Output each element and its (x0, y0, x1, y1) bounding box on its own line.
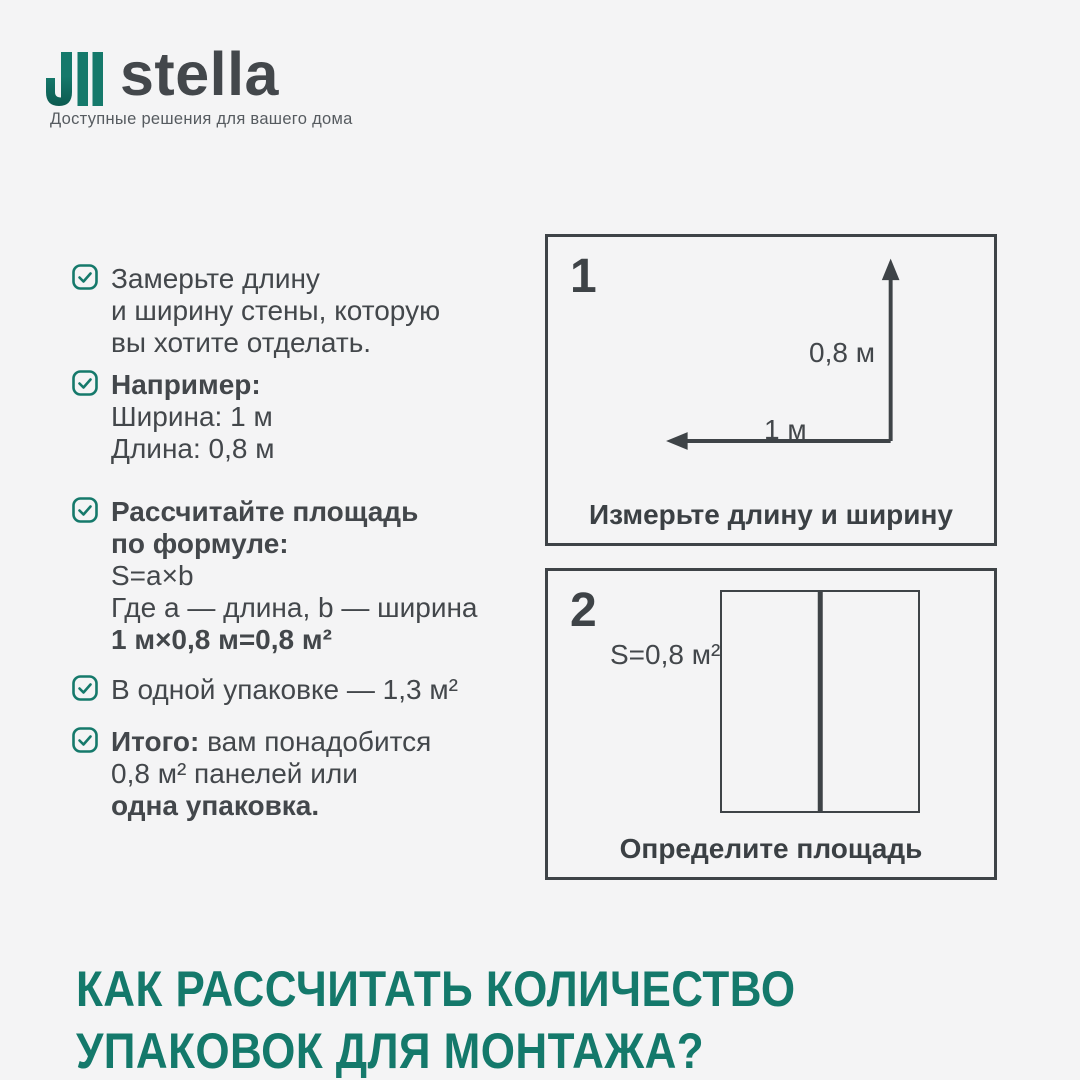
step-1-number: 1 (570, 250, 597, 303)
checklist-item-example (72, 369, 522, 465)
checklist-item-total (72, 726, 522, 822)
length-label: 1 м (764, 414, 807, 445)
checkbox-icon (72, 264, 98, 290)
text-line: Длина: 0,8 м (111, 433, 275, 464)
width-label: 0,8 м (809, 337, 875, 368)
check-item-text (111, 496, 478, 656)
text-line: Замерьте длину (111, 263, 320, 294)
step-2-number: 2 (570, 584, 597, 637)
text-bold: Итого: (111, 726, 200, 757)
check-item-text (111, 369, 275, 465)
text-line: 1 м×0,8 м=0,8 м² (111, 624, 332, 655)
text-line (111, 726, 431, 758)
step-1-panel (545, 234, 997, 546)
check-item-text (111, 263, 440, 359)
step-2-caption: Определите площадь (619, 833, 923, 864)
checklist-item-package (72, 674, 522, 706)
text-line: 0,8 м² панелей или (111, 758, 358, 789)
text-line: S=a×b (111, 560, 194, 591)
text-line: и ширину стены, которую (111, 295, 441, 326)
step-1-caption: Измерьте длину и ширину (589, 499, 953, 530)
text-line: Рассчитайте площадь (111, 496, 419, 527)
text-rest: вам понадобится (199, 726, 432, 757)
page-title-line1: КАК РАССЧИТАТЬ КОЛИЧЕСТВО (76, 961, 796, 1017)
brand-wordmark: stella (120, 40, 279, 108)
brand-logo (46, 40, 353, 108)
text-line: вы хотите отделать. (111, 327, 372, 358)
page-title-line2: УПАКОВОК ДЛЯ МОНТАЖА? (76, 1023, 705, 1079)
brand-header (46, 40, 353, 129)
area-rect (720, 590, 920, 813)
check-item-text (111, 726, 431, 822)
brand-tagline: Доступные решения для вашего дома (50, 110, 353, 128)
checkbox-icon (72, 727, 98, 753)
checkbox-icon (72, 497, 98, 523)
text-line: Где a — длина, b — ширина (111, 592, 478, 623)
text-line: по формуле: (111, 528, 289, 559)
panel-divider (818, 592, 823, 811)
text-line: одна упаковка. (111, 790, 320, 821)
text-line: Ширина: 1 м (111, 401, 273, 432)
page-title (76, 958, 795, 1080)
text-line: Например: (111, 369, 261, 400)
checklist-item-formula (72, 496, 522, 656)
checklist-item-measure (72, 263, 522, 359)
measure-arrows-diagram (548, 237, 994, 543)
checkbox-icon (72, 370, 98, 396)
check-item-text (111, 674, 458, 706)
area-label: S=0,8 м² (610, 639, 721, 670)
stella-logo-icon (46, 52, 103, 106)
checkbox-icon (72, 675, 98, 701)
text-line: В одной упаковке — 1,3 м² (111, 674, 458, 705)
step-2-panel (545, 568, 997, 880)
